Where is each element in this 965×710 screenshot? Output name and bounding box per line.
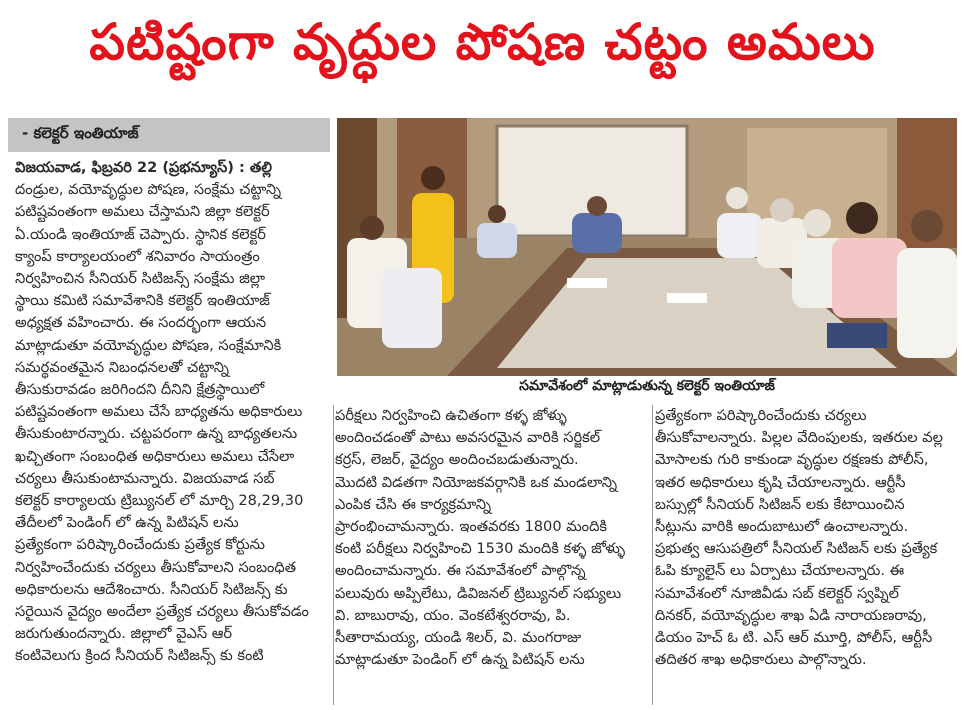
article-line: చర్యలు తీసుకుంటామన్నారు. విజయవాడ సబ్ bbox=[15, 469, 275, 487]
article-line: దండ్రుల, వయోవృద్ధుల పోషణ, సంక్షేమ చట్టాన్ని bbox=[15, 181, 282, 199]
article-line: మొదటి విడతగా నియోజకవర్గానికి ఒక మండలాన్ని bbox=[335, 473, 618, 491]
article-column-left bbox=[15, 157, 330, 697]
article-line: కంటివెలుగు క్రింద సీనియర్ సిటిజన్స్ కు కంటి bbox=[15, 647, 264, 665]
column-divider bbox=[652, 405, 653, 705]
article-line: తీసుకుంటారన్నారు. చట్టపరంగా ఉన్న బాధ్యతలను bbox=[15, 425, 298, 443]
article-line: ఎంపిక చేసి ఈ కార్యక్రమాన్ని bbox=[335, 495, 492, 513]
article-line: సమావేశంలో నూజివీడు సబ్ కలెక్టర్ స్వప్నిల్ bbox=[655, 584, 899, 602]
article-line: కంటి పరీక్షలు నిర్వహించి 1530 మందికి కళ్ళ జోళ్ళు bbox=[335, 540, 626, 558]
article-line: వి. బాబురావు, యం. వెంకటేశ్వరరావు, పి. bbox=[335, 606, 571, 624]
article-line: ప్రారంభించామన్నారు. ఇంతవరకు 1800 మందికి bbox=[335, 518, 608, 536]
photo-caption: సమావేశంలో మాట్లాడుతున్న కలెక్టర్ ఇంతియాజ్ bbox=[519, 378, 775, 394]
article-column-middle bbox=[335, 405, 650, 705]
article-line: పటిష్టవంతంగా అమలు చేసే బాధ్యతను అధికారులు bbox=[15, 403, 303, 421]
article-line: కర్రస్, లెజర్, వైద్యం అందించబడుతున్నారు. bbox=[335, 451, 579, 469]
article-line: అధికారులను ఆదేశించారు. సీనియర్ సిటిజన్స్ కు bbox=[15, 580, 288, 598]
article-line: దినకర్, వయోవృద్ధుల శాఖ ఏడి నారాయణరావు, bbox=[655, 606, 927, 624]
article-line: ఖచ్చితంగా సంబంధిత అధికారులు అమలు చేసేలా bbox=[15, 447, 295, 465]
article-line: డియం హెచ్ ఓ టి. ఎస్ ఆర్ మూర్తి, పోలీస్, ఆర్టీసీ bbox=[655, 629, 933, 647]
column-divider bbox=[333, 405, 334, 705]
article-line: అధ్యక్షత వహించారు. ఈ సందర్భంగా ఆయన bbox=[15, 314, 267, 332]
article-line: బస్సుల్లో సీనియర్ సిటిజన్ లకు కేటాయించిన bbox=[655, 495, 905, 513]
article-column-right bbox=[655, 405, 960, 705]
article-line: మాట్లాడుతూ వయోవృద్ధుల పోషణ, సంక్షేమానికి bbox=[15, 336, 282, 354]
article-line: ఇతర అధికారులు కృషి చేయాలన్నారు. ఆర్టీసీ bbox=[655, 473, 906, 491]
article-line: ఓపి క్యూలైన్ లు ఏర్పాటు చేయాలన్నారు. ఈ bbox=[655, 562, 905, 580]
article-line: పరీక్షలు నిర్వహించి ఉచితంగా కళ్ళ జోళ్ళు bbox=[335, 407, 567, 424]
article-line: సీతారామయ్య, యండి శిలర్, వి. మంగరాజు bbox=[335, 629, 582, 647]
article-line: నిర్వహించిన సీనియర్ సిటిజన్స్ సంక్షేమ జిల్లా bbox=[15, 270, 266, 288]
article-line: పలువురు అప్పిలేటు, డివిజనల్ ట్రిబ్యునల్ సభ్యులు bbox=[335, 584, 622, 602]
article-line: మోసాలకు గురి కాకుండా వృద్ధుల రక్షణకు పోలీస్, bbox=[655, 451, 929, 469]
article-line: విజయవాడ, ఫిబ్రవరి 22 (ప్రభన్యూస్) : తల్లి bbox=[15, 159, 272, 176]
article-line: తేదీలలో పెండింగ్ లో ఉన్న పిటిషన్ లను bbox=[15, 514, 239, 532]
article-line: తీసుకోవాలన్నారు. పిల్లల వేదింపులకు, ఇతరుల వల్ల bbox=[655, 429, 943, 447]
byline: - కలెక్టర్ ఇంతియాజ్ bbox=[8, 118, 330, 152]
article-line: ఏ.యండి ఇంతియాజ్ చెప్పారు. స్థానిక కలెక్టర్ bbox=[15, 225, 266, 243]
article-line: పటిష్టవంతంగా అమలు చేస్తామని జిల్లా కలెక్టర్ bbox=[15, 203, 270, 221]
article-line: అందించడంతో పాటు అవసరమైన వారికి సర్జికల్ bbox=[335, 429, 601, 447]
article-line: తదితర శాఖ అధికారులు పాల్గొన్నారు. bbox=[655, 651, 867, 669]
article-line: ప్రత్యేకంగా పరిష్కారించేందుకు ప్రత్యేక కోర్టును bbox=[15, 536, 265, 554]
article-line: ప్రభుత్వ ఆసుపత్రిలో సీనియల్ సిటిజన్ లకు ప్రత్యేక bbox=[655, 540, 938, 558]
article-line: నిర్వహించేందుకు చర్యలు తీసుకోవాలని సంబంధిత bbox=[15, 558, 297, 576]
article-line: క్యాంప్ కార్యాలయంలో శనివారం సాయంత్రం bbox=[15, 247, 260, 265]
article-line: అందించామన్నారు. ఈ సమావేశంలో పాల్గొన్న bbox=[335, 562, 586, 580]
article-line: సీట్లును వారికి అందుబాటులో ఉంచాలన్నారు. bbox=[655, 518, 909, 536]
article-line: కలెక్టర్ కార్యాలయ ట్రిబ్యునల్ లో మార్చి 28,29,30 bbox=[15, 492, 304, 510]
headline: పటిష్టంగా వృద్ధుల పోషణ చట్టం అమలు bbox=[89, 12, 876, 71]
article-line: సరైయిన వైద్యం అందేలా ప్రత్యేక చర్యలు తీసుకోవడం bbox=[15, 603, 309, 621]
article-line: సమర్థవంతమైన నిబంధనలతో చట్టాన్ని bbox=[15, 358, 229, 376]
article-line: మాట్లాడుతూ పెండింగ్ లో ఉన్న పిటిషన్ లను bbox=[335, 651, 585, 669]
article-line: ప్రత్యేకంగా పరిష్కారించేందుకు చర్యలు bbox=[655, 407, 867, 424]
article-line: స్థాయి కమిటి సమావేశానికి కలెక్టర్ ఇంతియాజ్ bbox=[15, 292, 270, 310]
meeting-photo bbox=[337, 118, 957, 376]
article-line: తీసుకురావడం జరిగిందని దీనిని క్షేత్రస్థాయిలో bbox=[15, 381, 265, 399]
article-line: జరుగుతుందన్నారు. జిల్లాలో వైఎస్ ఆర్ bbox=[15, 625, 233, 643]
